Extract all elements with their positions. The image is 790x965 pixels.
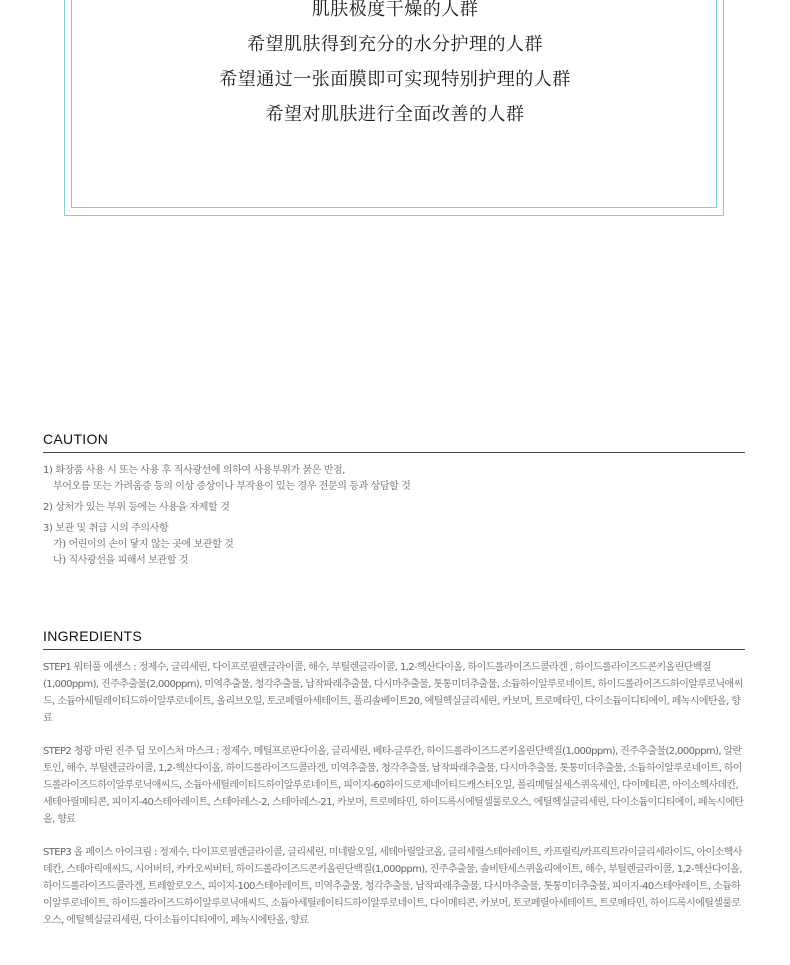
- target-audience-item: 希望对肌肤进行全面改善的人群: [265, 104, 525, 125]
- ingredients-step-2: STEP2 청광 마린 진주 딥 모이스처 마스크 : 정제수, 메틸프로판다이올, 글리세린, 베타-글루칸, 하이드롤라이즈드콘키올린단백질(1,000ppm), 진주추출물(2,000ppm), 알란토인, 해수, 부틸렌글라이콜, 1,2-헥산다이올, 하이드롤라이즈드콜라겐, 미역추출물, 청각추출물, 납작파래추출물, 다시마추출물, 톳통미더추출물, 소듐하이알루로네이트, 하이드롤라이즈드하이알루로닉애씨드, 소듐아세틸레이티드하이알루로네이트, 피이지-60하이드로제네이티드캐스터오일, 폴리메틸실세스퀴옥세인, 다이메티콘, 아이소헥사데칸, 세테아릴메티콘, 피이지-40스테아레이트, 스테아레스-2, 스테아레스-21, 카보머, 트로메타민, 하이드록시에틸셀룰로오스, 에틸헥실글리세린, 다이소듐이디티에이, 페녹시에탄올, 향료: [43, 746, 744, 825]
- caution-item-1-line-2: 부어오름 또는 가려움증 등의 이상 증상이나 부작용이 있는 경우 전문의 등과 상담할 것: [53, 481, 411, 492]
- target-audience-item: 希望肌肤得到充分的水分护理的人群: [247, 34, 543, 55]
- caution-item-2-line-1: 2) 상처가 있는 부위 등에는 사용을 자제할 것: [43, 502, 230, 513]
- ingredients-step-1: STEP1 워터풀 에센스 : 정제수, 글리세린, 다이프로필렌글라이콜, 해수, 부틸렌글라이콜, 1,2-헥산다이올, 하이드롤라이즈드콜라겐 , 하이드롤라이즈드콘키올린단백질(1,000ppm), 진주추출물(2,000ppm), 미역추출물, 청각추출물, 납작파래추출물, 다시마추출물, 톳통미더추출물, 소듐하이알루로네이트, 하이드롤라이즈드하이알루로닉애씨드, 소듐아세틸레이티드하이알루로네이트, 올리브오일, 토코페릴아세테이트, 폴리솔베이트20, 에틸헥실글리세린, 카보머, 트로메타민, 다이소듐이디티에이, 페녹시에탄올, 향료: [43, 662, 743, 724]
- ingredients-section: [43, 627, 745, 945]
- ingredients-heading: INGREDIENTS: [43, 627, 745, 650]
- caution-item-3-line-3: 나) 직사광선을 피해서 보관할 것: [53, 555, 188, 566]
- caution-item-2: [43, 500, 745, 516]
- caution-body: [43, 463, 745, 569]
- ingredients-step-3: STEP3 올 페이스 아이크림 : 정제수, 다이프로필렌글라이콜, 글리세린, 미네랄오일, 세테아릴알코올, 글리세릴스테아레이트, 카프릴릭/카프릭트라이글리세라이드, 아이소헥사데칸, 스테아릭애씨드, 시어버터, 카카오씨버터, 하이드롤라이즈드콘키올린단백질(1,000ppm), 진주추출물, 솔비탄세스퀴올리에이트, 해수, 부틸렌글라이콜, 1,2-헥산다이올, 하이드롤라이즈드콜라겐, 트레할로오스, 피이지-100스테아레이트, 미역추출물, 청각추출물, 납작파래추출물, 다시마추출물, 톳통미더추출물, 피이지-40스테아레이트, 소듐하이알루로네이트, 하이드롤라이즈드하이알루로닉애씨드, 소듐아세틸레이티드하이알루로네이트, 다이메티콘, 카보머, 토코페릴아세테이트, 트로메타민, 하이드록시에틸셀룰로오스, 에틸헥실글리세린, 다이소듐이디티에이, 페녹시에탄올, 향료: [43, 847, 742, 926]
- caution-heading: CAUTION: [43, 430, 745, 453]
- caution-section: [43, 430, 745, 574]
- target-audience-list: [0, 0, 790, 132]
- target-audience-item: 肌肤极度干燥的人群: [311, 0, 479, 20]
- caution-item-3-line-1: 3) 보관 및 취급 시의 주의사항: [43, 523, 169, 534]
- ingredients-body: [43, 659, 745, 929]
- caution-item-1: [43, 463, 745, 495]
- caution-item-3-line-2: 가) 어린이의 손이 닿지 않는 곳에 보관할 것: [53, 539, 234, 550]
- target-audience-item: 希望通过一张面膜即可实现特别护理的人群: [219, 69, 571, 90]
- caution-item-3: [43, 521, 745, 569]
- caution-item-1-line-1: 1) 화장품 사용 시 또는 사용 후 직사광선에 의하여 사용부위가 붉은 반점,: [43, 465, 346, 476]
